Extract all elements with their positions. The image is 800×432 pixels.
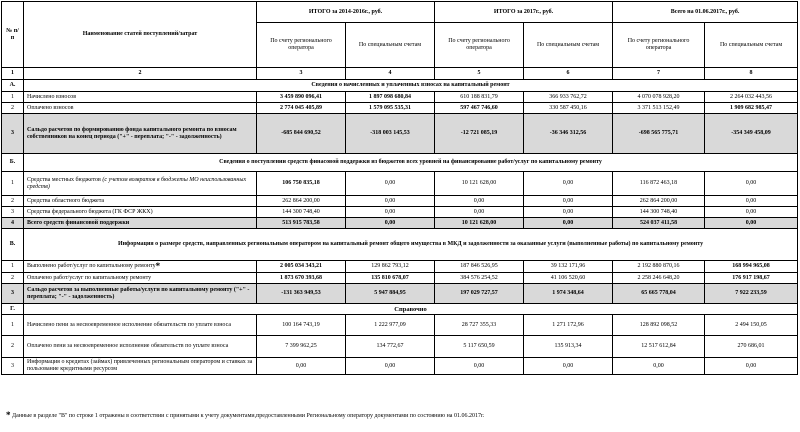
cell-value: 0,00: [435, 207, 524, 218]
cell-value: 0,00: [705, 196, 798, 207]
cell-value: 366 933 762,72: [524, 92, 613, 103]
col-number: 1: [2, 68, 24, 80]
cell-value: 2 258 246 648,20: [613, 273, 705, 284]
header-sub-regional: По счету регионального оператора: [435, 23, 524, 68]
cell-value: 144 300 748,40: [613, 207, 705, 218]
cell-value: 0,00: [524, 196, 613, 207]
cell-value: 0,00: [346, 207, 435, 218]
cell-value: -12 721 085,19: [435, 114, 524, 154]
section-letter: Б.: [2, 154, 24, 172]
cell-value: 0,00: [257, 358, 346, 375]
row-number: 1: [2, 92, 24, 103]
cell-value: 135 913,34: [524, 336, 613, 358]
table-row-total: [2, 218, 798, 229]
header-sub-regional: По счету регионального оператора: [613, 23, 705, 68]
footnote-star: *: [6, 410, 11, 420]
cell-value: 106 750 835,18: [257, 172, 346, 196]
cell-value: 513 915 783,58: [257, 218, 346, 229]
row-name-main: Средства местных бюджетов: [27, 176, 101, 183]
row-name-main: Выполнено работ/услуг по капитальному ремонту: [27, 263, 156, 269]
row-name: [24, 261, 257, 273]
cell-value: -354 349 458,09: [705, 114, 798, 154]
row-name: Оплачено взносов: [24, 103, 257, 114]
header-sub-special: По специальным счетам: [346, 23, 435, 68]
table-row: [2, 315, 798, 336]
cell-value: -698 565 775,71: [613, 114, 705, 154]
section-letter: А.: [2, 80, 24, 92]
col-number: 3: [257, 68, 346, 80]
section-title: Сведения о поступлении средств финасовой поддержки из бюджетов всех уровней на финансирование работ/услуг по капитальному ремонту: [24, 154, 798, 172]
row-name: Начислено пени за несвоевременное исполнение обязательств по уплате взноса: [24, 315, 257, 336]
table-row: [2, 358, 798, 375]
cell-value: 3 371 513 152,49: [613, 103, 705, 114]
cell-value: 524 037 411,58: [613, 218, 705, 229]
table-row-saldo: [2, 114, 798, 154]
cell-value: -36 346 312,56: [524, 114, 613, 154]
row-number: 2: [2, 336, 24, 358]
cell-value: -318 003 145,53: [346, 114, 435, 154]
cell-value: 2 774 045 405,89: [257, 103, 346, 114]
cell-value: 129 862 793,12: [346, 261, 435, 273]
cell-value: 4 070 078 928,20: [613, 92, 705, 103]
cell-value: 39 132 171,96: [524, 261, 613, 273]
cell-value: 1 974 348,64: [524, 284, 613, 304]
col-number: 4: [346, 68, 435, 80]
table-row: [2, 92, 798, 103]
cell-value: 168 994 965,08: [705, 261, 798, 273]
cell-value: 0,00: [346, 218, 435, 229]
row-number: 4: [2, 218, 24, 229]
cell-value: 0,00: [705, 172, 798, 196]
row-number: 2: [2, 196, 24, 207]
header-col-no: № п/п: [2, 2, 24, 68]
cell-value: 384 576 254,52: [435, 273, 524, 284]
cell-value: 135 810 678,07: [346, 273, 435, 284]
cell-value: 0,00: [613, 358, 705, 375]
cell-value: 330 587 450,16: [524, 103, 613, 114]
cell-value: 144 300 748,40: [257, 207, 346, 218]
cell-value: 5 117 650,59: [435, 336, 524, 358]
section-title: Справочно: [24, 304, 798, 315]
cell-value: 100 164 743,19: [257, 315, 346, 336]
row-name: Всего средств финансовой поддержки: [24, 218, 257, 229]
cell-value: -131 363 949,53: [257, 284, 346, 304]
row-name: Сальдо расчетов по формированию фонда капитального ремонта по взносам собственников на конец периода ("+" - переплата; "-" - задолженность): [24, 114, 257, 154]
table-row: [2, 261, 798, 273]
row-name: Оплачено работ/услуг по капитальному ремонту: [24, 273, 257, 284]
cell-value: 262 864 200,00: [613, 196, 705, 207]
footnote-star: *: [155, 261, 161, 271]
cell-value: 5 947 884,95: [346, 284, 435, 304]
section-g-title-row: [2, 304, 798, 315]
footnote-text: Данные в разделе "В" по строке 1 отражены в соответствии с принятыми к учету документами,предоставленными Региональному оператору документами по состоянию на 01.06.2017г.: [12, 413, 485, 419]
cell-value: 262 864 200,00: [257, 196, 346, 207]
section-a-title-row: [2, 80, 798, 92]
section-letter: Г.: [2, 304, 24, 315]
cell-value: 116 872 463,18: [613, 172, 705, 196]
row-name-note: (с учетом возвратов в бюджеты МО неиспользованных средств): [27, 176, 247, 190]
cell-value: 0,00: [346, 358, 435, 375]
cell-value: 0,00: [435, 358, 524, 375]
table-row: [2, 172, 798, 196]
cell-value: 1 579 095 535,31: [346, 103, 435, 114]
col-number: 8: [705, 68, 798, 80]
cell-value: 0,00: [524, 172, 613, 196]
table-row: [2, 196, 798, 207]
header-row-groups: [2, 2, 798, 23]
cell-value: 41 106 520,60: [524, 273, 613, 284]
header-group-2014-2016: ИТОГО за 2014-2016г., руб.: [257, 2, 435, 23]
table-row: [2, 207, 798, 218]
row-number: 2: [2, 103, 24, 114]
cell-value: 7 922 233,59: [705, 284, 798, 304]
cell-value: 2 494 150,05: [705, 315, 798, 336]
row-name: Оплачено пени за несвоевременное исполнение обязательств по уплате взноса: [24, 336, 257, 358]
capital-repair-report-table: [1, 1, 798, 375]
row-name: Начислено взносов: [24, 92, 257, 103]
section-title: Информация о размере средств, направленных региональным оператором на капитальный ремонт общего имущества в МКД и задолженности за оказанные услуги (выполненные работы) по капитальному ремонту: [24, 229, 798, 261]
header-group-2017: ИТОГО за 2017г., руб.: [435, 2, 613, 23]
cell-value: 0,00: [524, 207, 613, 218]
cell-value: -685 844 690,52: [257, 114, 346, 154]
row-name: Информация о кредитах (займах) привлеченных региональным оператором и ставках за пользование кредитными ресурсом: [24, 358, 257, 375]
table-row: [2, 336, 798, 358]
row-number: 1: [2, 315, 24, 336]
table-row: [2, 103, 798, 114]
cell-value: 270 686,01: [705, 336, 798, 358]
header-group-total: Всего на 01.06.2017г., руб.: [613, 2, 798, 23]
cell-value: 2 264 032 443,56: [705, 92, 798, 103]
row-number: 3: [2, 207, 24, 218]
cell-value: 12 517 612,84: [613, 336, 705, 358]
cell-value: 610 188 831,79: [435, 92, 524, 103]
cell-value: 28 727 355,33: [435, 315, 524, 336]
cell-value: 0,00: [705, 207, 798, 218]
row-number: 3: [2, 284, 24, 304]
header-sub-special: По специальным счетам: [705, 23, 798, 68]
cell-value: 597 467 746,60: [435, 103, 524, 114]
cell-value: 0,00: [346, 196, 435, 207]
section-b-title-row: [2, 154, 798, 172]
row-name: [24, 172, 257, 196]
cell-value: 176 917 198,67: [705, 273, 798, 284]
header-sub-special: По специальным счетам: [524, 23, 613, 68]
col-number: 7: [613, 68, 705, 80]
row-number: 3: [2, 358, 24, 375]
cell-value: 1 271 172,96: [524, 315, 613, 336]
cell-value: 134 772,67: [346, 336, 435, 358]
row-name: Средства федерального бюджета (ГК ФСР ЖКХ): [24, 207, 257, 218]
cell-value: 1 222 977,09: [346, 315, 435, 336]
cell-value: 1 909 682 985,47: [705, 103, 798, 114]
cell-value: 128 892 098,52: [613, 315, 705, 336]
row-number: 3: [2, 114, 24, 154]
section-letter: В.: [2, 229, 24, 261]
col-number: 2: [24, 68, 257, 80]
cell-value: 0,00: [524, 358, 613, 375]
cell-value: 0,00: [346, 172, 435, 196]
section-title: Сведения о начисленных и уплаченных взносах на капитальный ремонт: [24, 80, 798, 92]
cell-value: 0,00: [705, 358, 798, 375]
col-number: 6: [524, 68, 613, 80]
table-row: [2, 273, 798, 284]
row-number: 1: [2, 261, 24, 273]
cell-value: 2 192 880 870,16: [613, 261, 705, 273]
cell-value: 0,00: [435, 196, 524, 207]
cell-value: 65 665 778,04: [613, 284, 705, 304]
cell-value: 10 121 628,00: [435, 172, 524, 196]
cell-value: 187 846 526,95: [435, 261, 524, 273]
col-number: 5: [435, 68, 524, 80]
cell-value: 197 029 727,57: [435, 284, 524, 304]
cell-value: 2 005 034 343,21: [257, 261, 346, 273]
header-row-colnumbers: [2, 68, 798, 80]
cell-value: 1 873 670 393,68: [257, 273, 346, 284]
footnote: [6, 412, 796, 420]
header-col-name: Наименование статей поступлений/затрат: [24, 2, 257, 68]
row-number: 2: [2, 273, 24, 284]
header-sub-regional: По счету регионального оператора: [257, 23, 346, 68]
row-name: Сальдо расчетов за выполненные работы/услуги по капитальному ремонту ("+" - переплата; "-" - задолженность): [24, 284, 257, 304]
table-row-saldo: [2, 284, 798, 304]
cell-value: 3 459 890 096,41: [257, 92, 346, 103]
cell-value: 0,00: [705, 218, 798, 229]
cell-value: 7 399 962,25: [257, 336, 346, 358]
section-v-title-row: [2, 229, 798, 261]
row-name: Средства областного бюджета: [24, 196, 257, 207]
cell-value: 10 121 628,00: [435, 218, 524, 229]
cell-value: 1 897 098 680,84: [346, 92, 435, 103]
cell-value: 0,00: [524, 218, 613, 229]
row-number: 1: [2, 172, 24, 196]
